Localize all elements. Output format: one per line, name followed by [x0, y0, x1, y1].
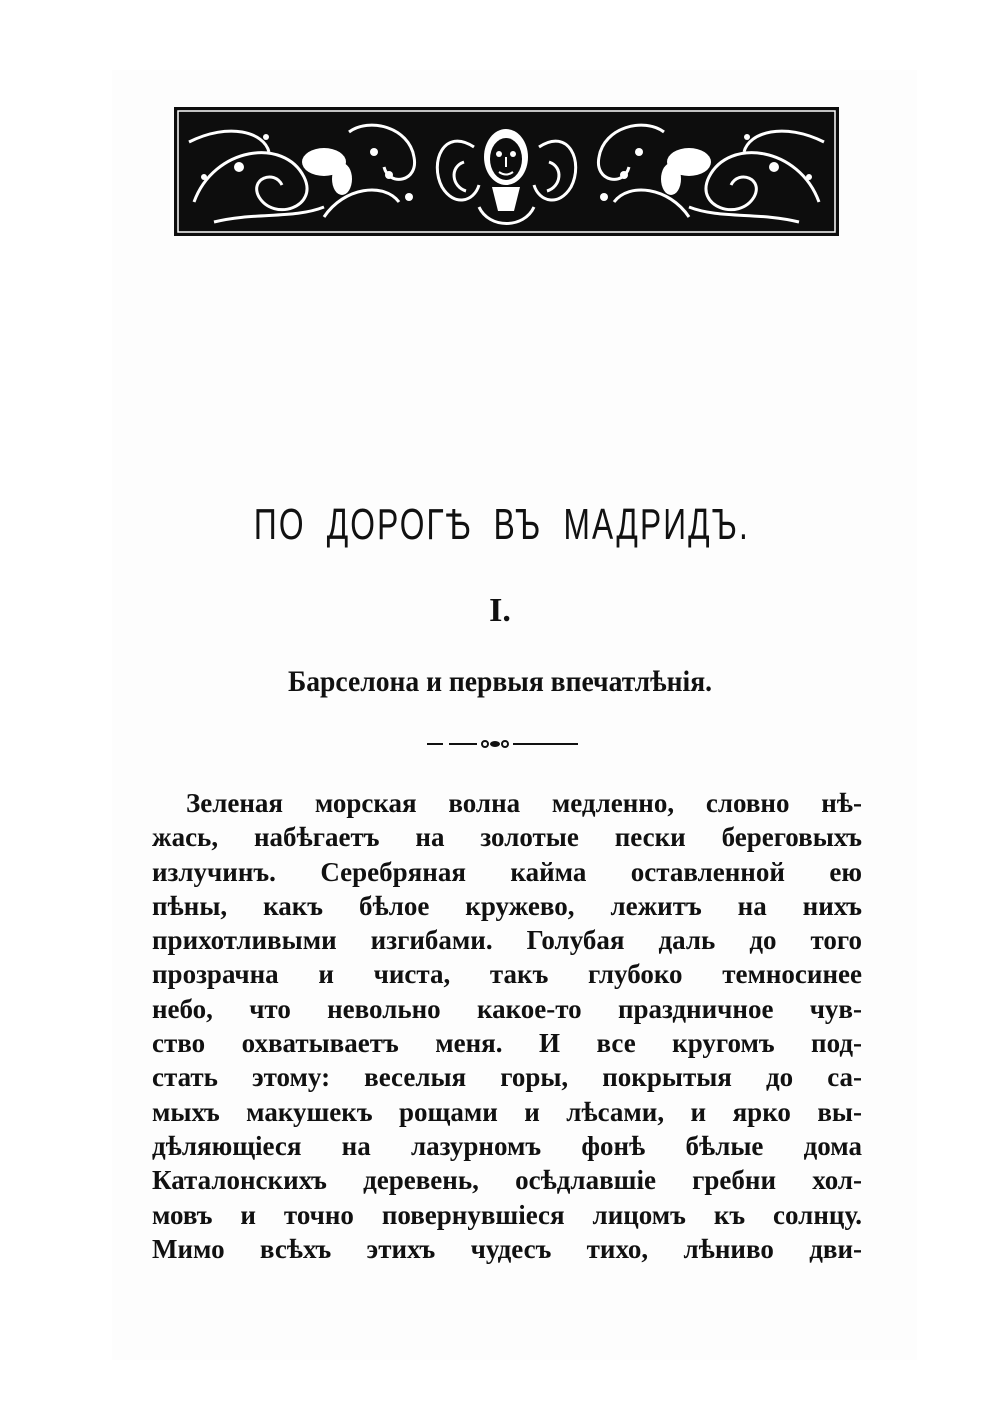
chapter-number: I.	[489, 592, 511, 629]
body-text	[152, 786, 862, 1266]
text-line: ство охватываетъ меня. И все кругомъ под-	[152, 1028, 862, 1059]
text-line: стать этому: веселыя горы, покрытыя до са-	[152, 1062, 862, 1093]
text-line: Зеленая морская волна медленно, словно нѣ-	[186, 788, 862, 818]
page-title: ПО ДОРОГѢ ВЪ МАДРИДЪ.	[253, 500, 751, 549]
text-line: пѣны, какъ бѣлое кружево, лежитъ на нихъ	[152, 890, 862, 921]
text-line: мыхъ макушекъ рощами и лѣсами, и ярко вы-	[152, 1096, 862, 1127]
text-line: мовъ и точно повернувшіеся лицомъ къ солнцу.	[152, 1199, 862, 1230]
text-line: жась, набѣгаетъ на золотые пески береговыхъ	[152, 822, 862, 853]
text-line: излучинъ. Серебряная кайма оставленной ею	[152, 856, 862, 887]
text-line: прозрачна и чиста, такъ глубоко темносинее	[152, 959, 862, 990]
chapter-title: Барселона и первыя впечатлѣнія.	[287, 665, 713, 698]
text-line: небо, что невольно какое-то праздничное чув-	[152, 993, 862, 1024]
decorative-rule-icon	[425, 736, 580, 752]
text-line: дѣляющіеся на лазурномъ фонѣ бѣлые дома	[152, 1130, 862, 1161]
text-line: Мимо всѣхъ этихъ чудесъ тихо, лѣниво дви-	[152, 1233, 862, 1264]
text-line: Каталонскихъ деревень, осѣдлавшіе гребни хол-	[152, 1165, 862, 1196]
ornamental-headpiece-icon	[174, 107, 839, 236]
text-line: прихотливыми изгибами. Голубая даль до того	[152, 925, 862, 956]
